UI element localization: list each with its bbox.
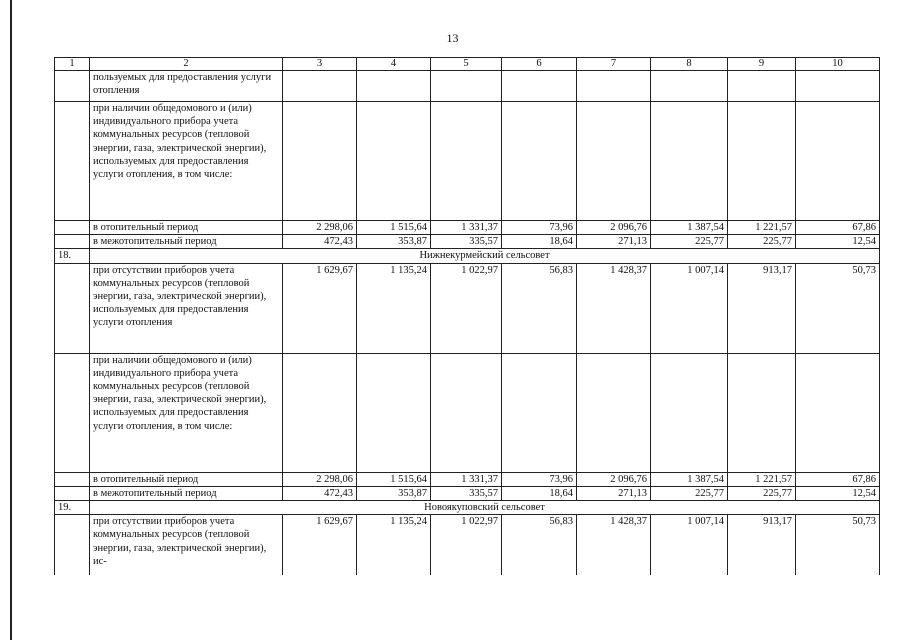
- tariff-value: 1 007,14: [651, 263, 728, 353]
- tariff-value: [283, 102, 357, 221]
- tariff-value: 1 515,64: [357, 472, 431, 486]
- tariff-value: 1 221,57: [728, 472, 796, 486]
- tariff-value: 913,17: [728, 263, 796, 353]
- tariff-value: 335,57: [431, 235, 502, 249]
- table-row: [55, 353, 880, 472]
- row-index: [55, 486, 90, 500]
- row-index: [55, 71, 90, 102]
- page-number: 13: [446, 31, 459, 45]
- section-row: [55, 501, 880, 515]
- table-row: [55, 472, 880, 486]
- tariff-value: 271,13: [577, 235, 651, 249]
- tariff-value: [357, 71, 431, 102]
- table-body: [55, 58, 880, 575]
- table-row: [55, 102, 880, 221]
- column-number: 10: [796, 58, 880, 71]
- tariff-value: [357, 102, 431, 221]
- tariff-value: 67,86: [796, 472, 880, 486]
- row-description: при отсутствии приборов учета коммунальных ресурсов (тепловой энергии, газа, электрической энергии), используемых для предоставления услуги отопления: [90, 263, 283, 353]
- table-row: [55, 263, 880, 353]
- tariff-value: [651, 71, 728, 102]
- column-number: 7: [577, 58, 651, 71]
- tariff-value: 2 298,06: [283, 472, 357, 486]
- tariff-value: 1 007,14: [651, 515, 728, 575]
- tariff-value: 225,77: [651, 486, 728, 500]
- tariff-value: [502, 102, 577, 221]
- tariff-value: 913,17: [728, 515, 796, 575]
- tariff-value: 12,54: [796, 235, 880, 249]
- tariff-value: 2 096,76: [577, 472, 651, 486]
- tariff-value: 1 022,97: [431, 263, 502, 353]
- row-index: [55, 515, 90, 575]
- tariff-value: [502, 71, 577, 102]
- row-description: в отопительный период: [90, 221, 283, 235]
- tariff-value: 1 135,24: [357, 515, 431, 575]
- tariff-value: 353,87: [357, 235, 431, 249]
- tariff-value: 472,43: [283, 235, 357, 249]
- tariff-value: 50,73: [796, 263, 880, 353]
- page-left-border: [10, 0, 12, 640]
- table-row: [55, 221, 880, 235]
- tariff-value: 225,77: [651, 235, 728, 249]
- tariff-value: [283, 353, 357, 472]
- tariff-value: 225,77: [728, 486, 796, 500]
- row-description: в отопительный период: [90, 472, 283, 486]
- tariff-value: [577, 353, 651, 472]
- row-description: при отсутствии приборов учета коммунальных ресурсов (тепловой энергии, газа, электрической энергии), ис-: [90, 515, 283, 575]
- column-number: 3: [283, 58, 357, 71]
- tariff-value: [728, 102, 796, 221]
- tariff-value: 67,86: [796, 221, 880, 235]
- row-index: [55, 353, 90, 472]
- tariff-value: [651, 353, 728, 472]
- tariff-value: 56,83: [502, 515, 577, 575]
- tariff-value: 472,43: [283, 486, 357, 500]
- column-number: 1: [55, 58, 90, 71]
- tariff-value: 225,77: [728, 235, 796, 249]
- tariff-value: [651, 102, 728, 221]
- section-title: Новоякуповский сельсовет: [90, 501, 880, 515]
- section-row: [55, 249, 880, 263]
- row-description: при наличии общедомового и (или) индивидуального прибора учета коммунальных ресурсов (тепловой энергии, газа, электрической энергии), используемых для предоставления услуги отопления, в том числе:: [90, 353, 283, 472]
- tariff-value: 335,57: [431, 486, 502, 500]
- tariff-value: 1 221,57: [728, 221, 796, 235]
- column-number: 8: [651, 58, 728, 71]
- table-row: [55, 515, 880, 575]
- tariff-value: 56,83: [502, 263, 577, 353]
- tariff-value: [796, 102, 880, 221]
- table-row: [55, 235, 880, 249]
- section-title: Нижнекурмейский сельсовет: [90, 249, 880, 263]
- tariff-value: [577, 102, 651, 221]
- tariff-value: [431, 353, 502, 472]
- tariff-value: 73,96: [502, 472, 577, 486]
- column-number: 6: [502, 58, 577, 71]
- row-index: [55, 102, 90, 221]
- tariff-table: [54, 57, 880, 575]
- row-description: пользуемых для предоставления услуги отопления: [90, 71, 283, 102]
- tariff-value: 1 135,24: [357, 263, 431, 353]
- tariff-value: 1 387,54: [651, 472, 728, 486]
- tariff-value: 18,64: [502, 486, 577, 500]
- tariff-value: [728, 71, 796, 102]
- tariff-value: [796, 353, 880, 472]
- row-index: [55, 235, 90, 249]
- table-row: [55, 486, 880, 500]
- row-index: [55, 472, 90, 486]
- column-number: 2: [90, 58, 283, 71]
- section-index: 18.: [55, 249, 90, 263]
- tariff-value: 1 387,54: [651, 221, 728, 235]
- tariff-value: [796, 71, 880, 102]
- tariff-value: [728, 353, 796, 472]
- tariff-value: 1 331,37: [431, 221, 502, 235]
- tariff-value: 1 629,67: [283, 515, 357, 575]
- tariff-value: [502, 353, 577, 472]
- section-index: 19.: [55, 501, 90, 515]
- tariff-value: [577, 71, 651, 102]
- tariff-value: [431, 71, 502, 102]
- tariff-value: 1 428,37: [577, 515, 651, 575]
- row-description: в межотопительный период: [90, 486, 283, 500]
- tariff-value: 12,54: [796, 486, 880, 500]
- tariff-value: 1 629,67: [283, 263, 357, 353]
- column-number-row: [55, 58, 880, 71]
- tariff-value: 353,87: [357, 486, 431, 500]
- tariff-value: 18,64: [502, 235, 577, 249]
- row-description: при наличии общедомового и (или) индивидуального прибора учета коммунальных ресурсов (тепловой энергии, газа, электрической энергии), используемых для предоставления услуги отопления, в том числе:: [90, 102, 283, 221]
- tariff-value: [431, 102, 502, 221]
- tariff-value: 1 515,64: [357, 221, 431, 235]
- column-number: 4: [357, 58, 431, 71]
- table-row: [55, 71, 880, 102]
- tariff-value: 73,96: [502, 221, 577, 235]
- tariff-value: 2 298,06: [283, 221, 357, 235]
- tariff-value: 50,73: [796, 515, 880, 575]
- row-description: в межотопительный период: [90, 235, 283, 249]
- tariff-value: 1 428,37: [577, 263, 651, 353]
- row-index: [55, 263, 90, 353]
- column-number: 9: [728, 58, 796, 71]
- tariff-value: [357, 353, 431, 472]
- column-number: 5: [431, 58, 502, 71]
- tariff-value: [283, 71, 357, 102]
- tariff-value: 1 331,37: [431, 472, 502, 486]
- tariff-value: 2 096,76: [577, 221, 651, 235]
- tariff-value: 1 022,97: [431, 515, 502, 575]
- tariff-value: 271,13: [577, 486, 651, 500]
- row-index: [55, 221, 90, 235]
